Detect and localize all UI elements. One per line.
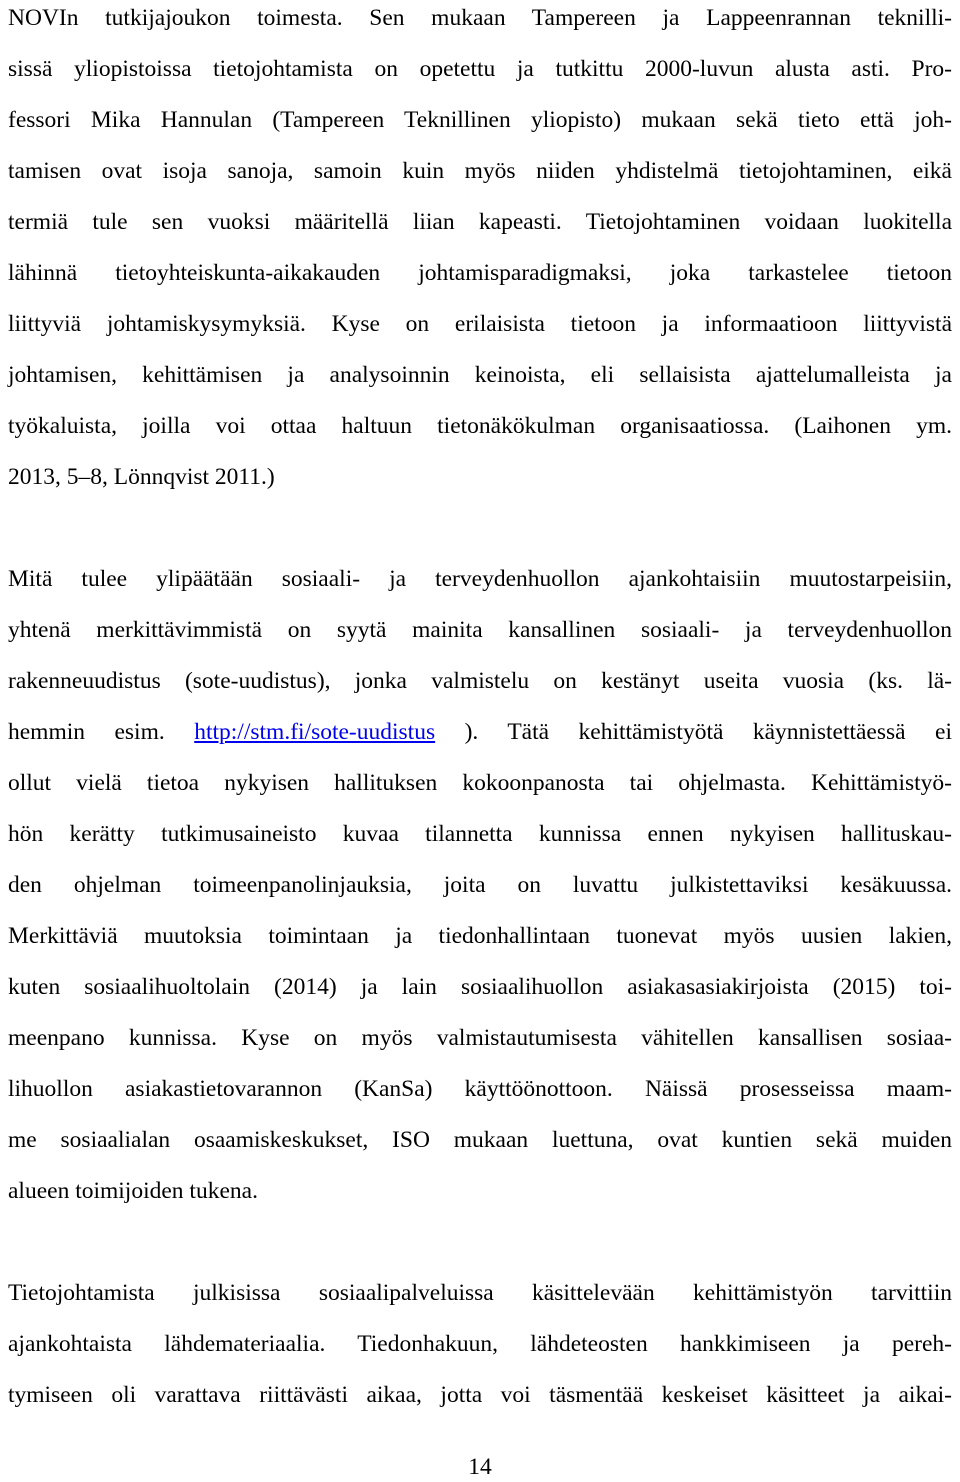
text-line: meenpano kunnissa. Kyse on myös valmistautumisesta vähitellen kansallisen sosiaa- bbox=[8, 1025, 952, 1051]
page-number: 14 bbox=[468, 1454, 492, 1480]
text-line: Mitä tulee ylipäätään sosiaali- ja terveydenhuollon ajankohtaisiin muutostarpeisiin, bbox=[8, 566, 952, 592]
text-line: tymiseen oli varattava riittävästi aikaa, jotta voi täsmentää keskeiset käsitteet ja aikai- bbox=[8, 1382, 952, 1408]
paragraph-knowledge-management bbox=[8, 0, 952, 510]
text-line: rakenneuudistus (sote-uudistus), jonka valmistelu on kestänyt useita vuosia (ks. lä- bbox=[8, 668, 952, 694]
text-line: liittyviä johtamiskysymyksiä. Kyse on erilaisista tietoon ja informaatioon liittyvistä bbox=[8, 311, 952, 337]
text-line: me sosiaalialan osaamiskeskukset, ISO mukaan luettuna, ovat kuntien sekä muiden bbox=[8, 1127, 952, 1153]
text-line-with-link bbox=[8, 714, 952, 765]
text-line: 2013, 5–8, Lönnqvist 2011.) bbox=[8, 464, 275, 490]
text-line: lihuollon asiakastietovarannon (KanSa) käyttöönottoon. Näissä prosesseissa maam- bbox=[8, 1076, 952, 1102]
stm-sote-link[interactable]: http://stm.fi/sote-uudistus bbox=[194, 719, 436, 745]
paragraph-spacer bbox=[8, 1224, 952, 1275]
text-line: den ohjelman toimeenpanolinjauksia, joita on luvattu julkistettaviksi kesäkuussa. bbox=[8, 872, 952, 898]
paragraph-spacer bbox=[8, 510, 952, 561]
document-page bbox=[8, 0, 952, 1428]
text-line: kuten sosiaalihuoltolain (2014) ja lain sosiaalihuollon asiakasasiakirjoista (2015) toi- bbox=[8, 974, 952, 1000]
text-line: alueen toimijoiden tukena. bbox=[8, 1178, 258, 1204]
text-line: ajankohtaista lähdemateriaalia. Tiedonhakuun, lähdeteosten hankkimiseen ja pereh- bbox=[8, 1331, 952, 1357]
text-line: NOVIn tutkijajoukon toimesta. Sen mukaan Tampereen ja Lappeenrannan teknilli- bbox=[8, 5, 952, 31]
text-line: johtamisen, kehittämisen ja analysoinnin keinoista, eli sellaisista ajattelumalleista ja bbox=[8, 362, 952, 388]
link-line-prefix: hemmin esim. bbox=[8, 719, 195, 745]
text-line: ollut vielä tietoa nykyisen hallituksen kokoonpanosta tai ohjelmasta. Kehittämistyö- bbox=[8, 770, 952, 796]
text-line: työkaluista, joilla voi ottaa haltuun tietonäkökulman organisaatiossa. (Laihonen ym. bbox=[8, 413, 952, 439]
text-line: sissä yliopistoissa tietojohtamista on opetettu ja tutkittu 2000-luvun alusta asti. Pro- bbox=[8, 56, 952, 82]
paragraph-source-material bbox=[8, 1275, 952, 1428]
text-line: lähinnä tietoyhteiskunta-aikakauden johtamisparadigmaksi, joka tarkastelee tietoon bbox=[8, 260, 952, 286]
paragraph-sote-reform bbox=[8, 561, 952, 1224]
text-line: termiä tule sen vuoksi määritellä liian kapeasti. Tietojohtaminen voidaan luokitella bbox=[8, 209, 952, 235]
text-line: Merkittäviä muutoksia toimintaan ja tiedonhallintaan tuonevat myös uusien lakien, bbox=[8, 923, 952, 949]
text-line: fessori Mika Hannulan (Tampereen Teknillinen yliopisto) mukaan sekä tieto että joh- bbox=[8, 107, 952, 133]
text-line: yhtenä merkittävimmistä on syytä mainita kansallinen sosiaali- ja terveydenhuollon bbox=[8, 617, 952, 643]
text-line: Tietojohtamista julkisissa sosiaalipalveluissa käsittelevään kehittämistyön tarvittiin bbox=[8, 1280, 952, 1306]
link-line-suffix: ). Tätä kehittämistyötä käynnistettäessä ei bbox=[435, 719, 953, 745]
text-line: hön kerätty tutkimusaineisto kuvaa tilannetta kunnissa ennen nykyisen hallituskau- bbox=[8, 821, 952, 847]
text-line: tamisen ovat isoja sanoja, samoin kuin myös niiden yhdistelmä tietojohtaminen, eikä bbox=[8, 158, 952, 184]
